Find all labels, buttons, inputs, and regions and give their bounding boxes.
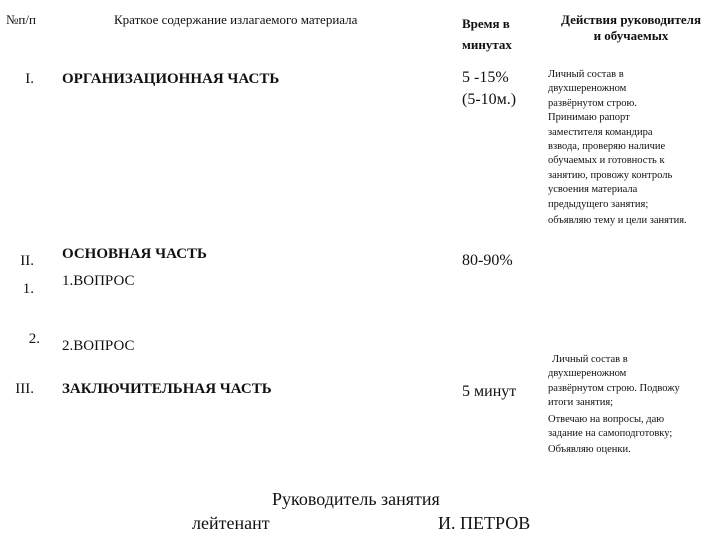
action-line: итоги занятия;	[548, 397, 614, 409]
header-col-number: №п/п	[6, 12, 36, 27]
header-col-content: Краткое содержание излагаемого материала	[114, 12, 358, 27]
action-line: заместителя командира	[548, 126, 653, 138]
action-line: двухшереножном	[548, 368, 627, 380]
row-number-org: I.	[25, 71, 34, 87]
row-number-q2: 2.	[28, 331, 40, 347]
header-col-time	[462, 13, 512, 55]
signature-title: Руководитель занятия	[272, 489, 440, 509]
row-number-final: III.	[15, 381, 34, 397]
actions-final	[548, 353, 710, 458]
action-line: задание на самоподготовку;	[548, 428, 673, 440]
time-org	[462, 67, 516, 111]
action-line: развёрнутом строю. Подвожу	[548, 382, 680, 394]
header-col-actions	[548, 12, 714, 44]
actions-org	[548, 68, 710, 228]
row-number-main: II.	[20, 253, 34, 269]
section-title-org: ОРГАНИЗАЦИОННАЯ ЧАСТЬ	[62, 71, 280, 87]
action-line: взвода, проверяю наличие	[548, 141, 666, 153]
action-line: Личный состав в	[548, 69, 624, 80]
action-line: объявляю тему и цели занятия.	[548, 215, 687, 227]
question-2: 2.ВОПРОС	[62, 338, 135, 354]
action-line: усвоения материала	[548, 184, 638, 196]
action-line: Принимаю рапорт	[548, 112, 630, 124]
header-col-time-line: Время в	[462, 16, 510, 31]
time-main: 80-90%	[462, 252, 513, 269]
header-col-actions-line: Действия руководителя	[561, 12, 701, 27]
section-title-main: ОСНОВНАЯ ЧАСТЬ	[62, 246, 207, 262]
signature-name: И. ПЕТРОВ	[438, 513, 531, 533]
action-line: Отвечаю на вопросы, даю	[548, 413, 665, 425]
header-col-actions-line: и обучаемых	[593, 28, 669, 43]
section-title-final: ЗАКЛЮЧИТЕЛЬНАЯ ЧАСТЬ	[62, 381, 272, 397]
time-org-line: 5 -15%	[462, 69, 509, 86]
time-org-line: (5-10м.)	[462, 91, 517, 108]
action-line: Объявляю оценки.	[548, 444, 631, 456]
time-final: 5 минут	[462, 383, 517, 400]
action-line: развёрнутом строю.	[548, 97, 637, 109]
action-line: обучаемых и готовность к	[548, 155, 665, 167]
action-line: двухшереножном	[548, 83, 627, 95]
row-number-q1: 1.	[22, 281, 34, 297]
question-1: 1.ВОПРОС	[62, 273, 135, 289]
action-line: предыдущего занятия;	[548, 198, 649, 210]
action-line: занятию, провожу контроль	[548, 169, 673, 181]
action-line: Личный состав в	[552, 354, 628, 365]
header-col-time-line: минутах	[462, 37, 512, 52]
signature-rank: лейтенант	[192, 513, 270, 533]
